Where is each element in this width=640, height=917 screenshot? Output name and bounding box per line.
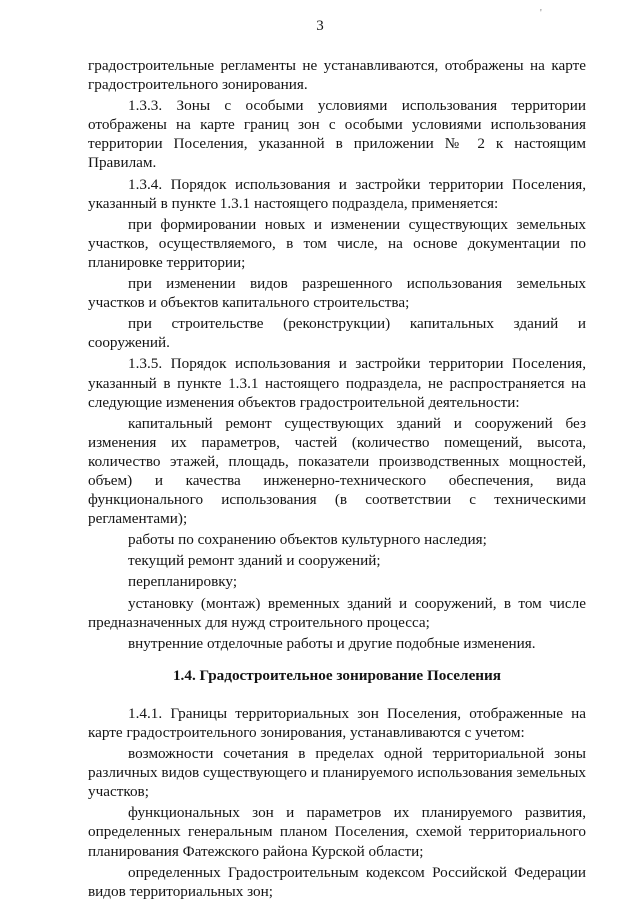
corner-mark: ' [540,8,542,19]
paragraph: 1.3.4. Порядок использования и застройки территории Поселения, указанный в пункте 1.3.1 настоящего подраздела, применяется: [88,175,586,212]
paragraph: градостроительные регламенты не устанавливаются, отображены на карте градостроительного зонирования. [88,57,586,94]
section-heading: 1.4. Градостроительное зонирование Поселения [172,666,502,684]
document-body [88,56,586,903]
paragraph: при изменении видов разрешенного использования земельных участков и объектов капитального строительства; [88,275,586,312]
paragraph: при формировании новых и изменении существующих земельных участков, осуществляемого, в том числе, на основе документации по планировке территории; [88,215,586,271]
paragraph: 1.4.1. Границы территориальных зон Поселения, отображенные на карте градостроительного зонирования, устанавливаются с учетом: [88,704,586,741]
paragraph: внутренние отделочные работы и другие подобные изменения. [128,634,536,652]
paragraphs-after-heading [88,704,586,901]
paragraph: при строительстве (реконструкции) капитальных зданий и сооружений. [88,315,586,352]
paragraph: функциональных зон и параметров их планируемого развития, определенных генеральным планом Поселения, схемой территориального планирования Фатежского района Курской области; [88,804,586,860]
page-number: 3 [316,18,324,34]
paragraph: 1.3.3. Зоны с особыми условиями использования территории отображены на карте границ зон с особыми условиями использования территории Поселения, указанной в приложении № 2 к настоящим Правилам. [88,97,586,172]
paragraph: перепланировку; [128,573,238,591]
paragraph: текущий ремонт зданий и сооружений; [128,552,381,570]
paragraphs-before-heading [88,56,586,653]
paragraph: работы по сохранению объектов культурного наследия; [128,531,487,549]
paragraph: установку (монтаж) временных зданий и сооружений, в том числе предназначенных для нужд строительного процесса; [88,594,586,631]
paragraph: 1.3.5. Порядок использования и застройки территории Поселения, указанный в пункте 1.3.1 настоящего подраздела, не распространяется на следующие изменения объектов градостроительной деятельности: [88,355,586,411]
paragraph: возможности сочетания в пределах одной территориальной зоны различных видов существующего и планируемого использования земельных участков; [88,745,586,801]
paragraph: определенных Градостроительным кодексом Российской Федерации видов территориальных зон; [88,863,586,900]
paragraph: капитальный ремонт существующих зданий и сооружений без изменения их параметров, частей (количество помещений, высота, количество этажей, площадь, показатели производственных мощностей, объем) и качества инженерно-технического обеспечения, вида функционального использования (в соответствии с техническими регламентами); [88,414,586,528]
